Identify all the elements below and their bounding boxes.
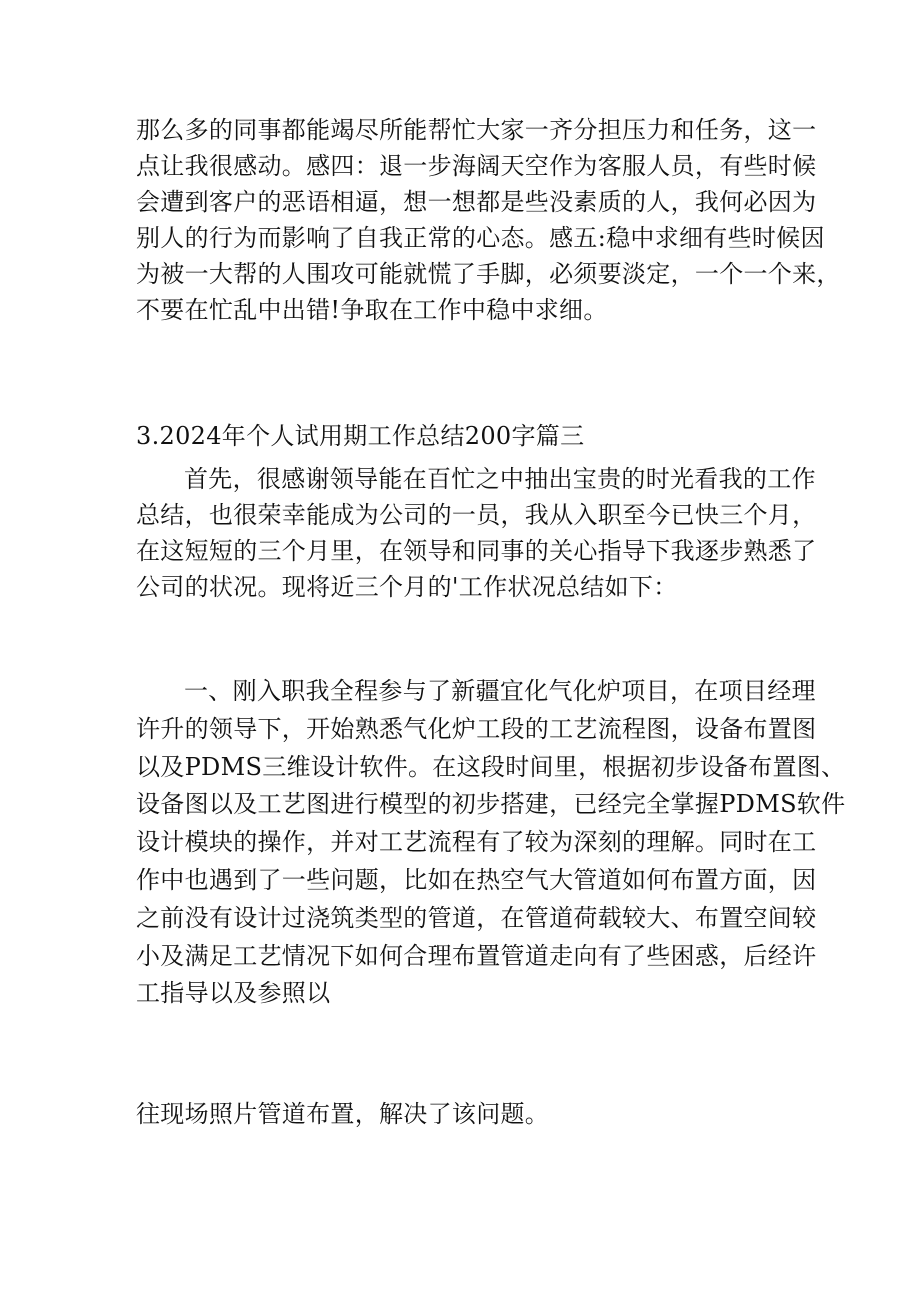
text-line: 作中也遇到了一些问题，比如在热空气大管道如何布置方面，因 bbox=[136, 865, 817, 894]
section-heading: 3.2024年个人试用期工作总结200字篇三 bbox=[136, 422, 585, 450]
paragraph-continuation bbox=[136, 112, 841, 328]
section-heading-block bbox=[136, 418, 816, 454]
text-line: 之前没有设计过浇筑类型的管道，在管道荷载较大、布置空间较 bbox=[136, 903, 817, 932]
paragraph-tail bbox=[136, 1096, 816, 1132]
text-line: 不要在忙乱中出错!争取在工作中稳中求细。 bbox=[136, 296, 608, 324]
paragraph-main bbox=[136, 673, 846, 1013]
text-line: 小及满足工艺情况下如何合理布置管道走向有了些困惑，后经许 bbox=[136, 941, 817, 970]
text-line: 为被一大帮的人围攻可能就慌了手脚，必须要淡定，一个一个来， bbox=[136, 260, 841, 288]
text-line: 点让我很感动。感四：退一步海阔天空作为客服人员，有些时候 bbox=[136, 152, 817, 180]
text-line: 别人的行为而影响了自我正常的心态。感五:稳中求细有些时候因 bbox=[136, 224, 825, 252]
text-line: 会遭到客户的恶语相逼，想一想都是些没素质的人，我何必因为 bbox=[136, 188, 817, 216]
text-line: 许升的领导下，开始熟悉气化炉工段的工艺流程图，设备布置图 bbox=[136, 714, 817, 743]
text-line: 一、刚入职我全程参与了新疆宜化气化炉项目，在项目经理 bbox=[184, 677, 816, 705]
text-line: 在这短短的三个月里，在领导和同事的关心指导下我逐步熟悉了 bbox=[136, 537, 817, 565]
text-line: 总结，也很荣幸能成为公司的一员，我从入职至今已快三个月， bbox=[136, 501, 817, 529]
text-line: 设计模块的操作，并对工艺流程有了较为深刻的理解。同时在工 bbox=[136, 828, 817, 857]
paragraph-intro bbox=[136, 461, 816, 605]
text-line: 公司的状况。现将近三个月的'工作状况总结如下： bbox=[136, 573, 678, 601]
text-line: 工指导以及参照以 bbox=[136, 979, 331, 1008]
text-line: 设备图以及工艺图进行模型的初步搭建，已经完全掌握PDMS软件 bbox=[136, 790, 846, 819]
text-line: 那么多的同事都能竭尽所能帮忙大家一齐分担压力和任务，这一 bbox=[136, 116, 817, 144]
text-line: 往现场照片管道布置，解决了该问题。 bbox=[136, 1100, 550, 1128]
text-line: 以及PDMS三维设计软件。在这段时间里，根据初步设备布置图、 bbox=[136, 752, 846, 781]
text-line: 首先，很感谢领导能在百忙之中抽出宝贵的时光看我的工作 bbox=[184, 465, 816, 493]
